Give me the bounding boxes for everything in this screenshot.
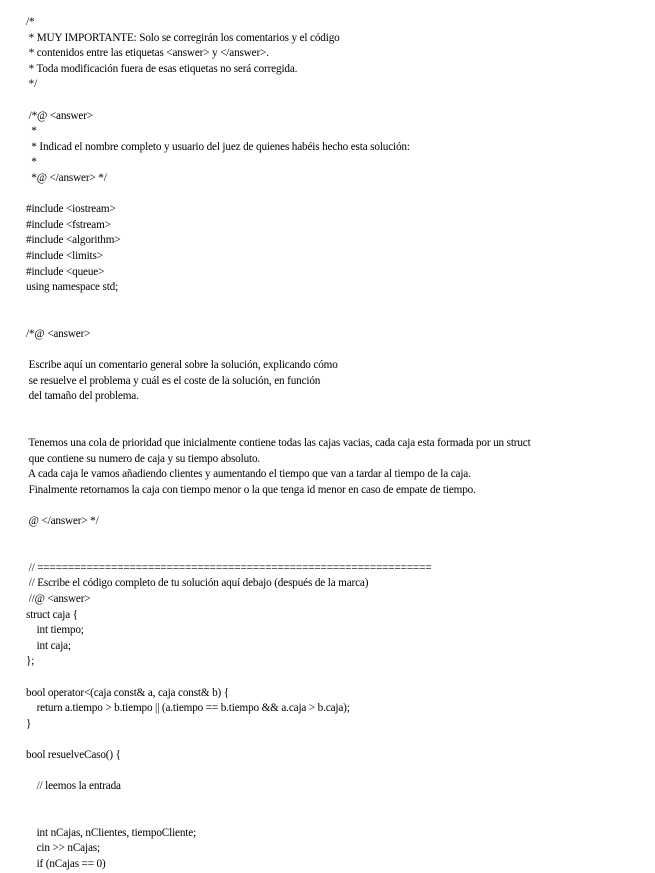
code-line [26,732,646,748]
code-line: Tenemos una cola de prioridad que inicialmente contiene todas las cajas vacias, cada caja esta formada por un struct [26,437,531,450]
code-line: // Escribe el código completo de tu solución aquí debajo (después de la marca) [26,577,369,590]
code-line [26,342,646,358]
code-line: } [26,717,32,730]
code-line [26,187,646,203]
code-line: bool operator<(caja const& a, caja const& b) { [26,686,229,699]
code-line: /* [26,16,35,28]
code-line: //@ <answer> [26,592,91,605]
code-line: * [26,156,37,169]
code-line [26,420,646,436]
code-line: if (nCajas == 0) [26,858,106,871]
code-line: * [26,125,37,138]
code-line: #include <fstream> [26,218,111,231]
code-line: int nCajas, nClientes, tiempoCliente; [26,826,197,839]
code-line: // leemos la entrada [26,780,121,793]
code-line: bool resuelveCaso() { [26,748,121,761]
code-line: // ================================================================ [26,561,432,574]
code-line: return a.tiempo > b.tiempo || (a.tiempo == b.tiempo && a.caja > b.caja); [26,702,350,715]
code-line: */ [26,78,38,91]
code-line: * contenidos entre las etiquetas <answer> y </answer>. [26,47,269,60]
code-line: #include <algorithm> [26,234,121,247]
code-line: #include <limits> [26,249,103,262]
code-line: cin >> nCajas; [26,842,100,855]
code-line [26,498,646,514]
code-line: #include <queue> [26,265,105,278]
code-line: que contiene su numero de caja y su tiempo absoluto. [26,452,261,465]
code-line [26,405,646,421]
code-line: * Toda modificación fuera de esas etiquetas no será corregida. [26,62,298,75]
code-line [26,545,646,561]
code-line [26,311,646,327]
code-line: /*@ <answer> [26,109,93,122]
code-line [26,764,646,780]
code-line [26,810,646,826]
code-line: A cada caja le vamos añadiendo clientes y aumentando el tiempo que van a tardar al tiempo de la caja. [26,468,471,481]
code-line [26,670,646,686]
code-line: @ </answer> */ [26,515,99,527]
code-line [26,530,646,546]
code-line: /*@ <answer> [26,327,91,340]
code-line: int tiempo; [26,624,84,637]
code-line [26,795,646,811]
code-line [26,296,646,312]
code-line: Escribe aquí un comentario general sobre la solución, explicando cómo [26,359,338,372]
code-line [26,93,646,109]
code-line: Finalmente retornamos la caja con tiempo menor o la que tenga id menor en caso de empate de tiempo. [26,483,476,496]
code-line: }; [26,655,35,668]
code-line: struct caja { [26,608,78,621]
code-line: using namespace std; [26,281,119,294]
source-code-document [26,15,646,873]
code-line: #include <iostream> [26,203,116,216]
code-line: se resuelve el problema y cuál es el coste de la solución, en función [26,374,321,387]
code-line: *@ </answer> */ [26,171,107,184]
code-line: del tamaño del problema. [26,390,139,403]
code-line: * MUY IMPORTANTE: Solo se corregirán los comentarios y el código [26,31,340,44]
code-line: int caja; [26,639,71,652]
code-line: * Indicad el nombre completo y usuario del juez de quienes habéis hecho esta solución: [26,140,410,153]
